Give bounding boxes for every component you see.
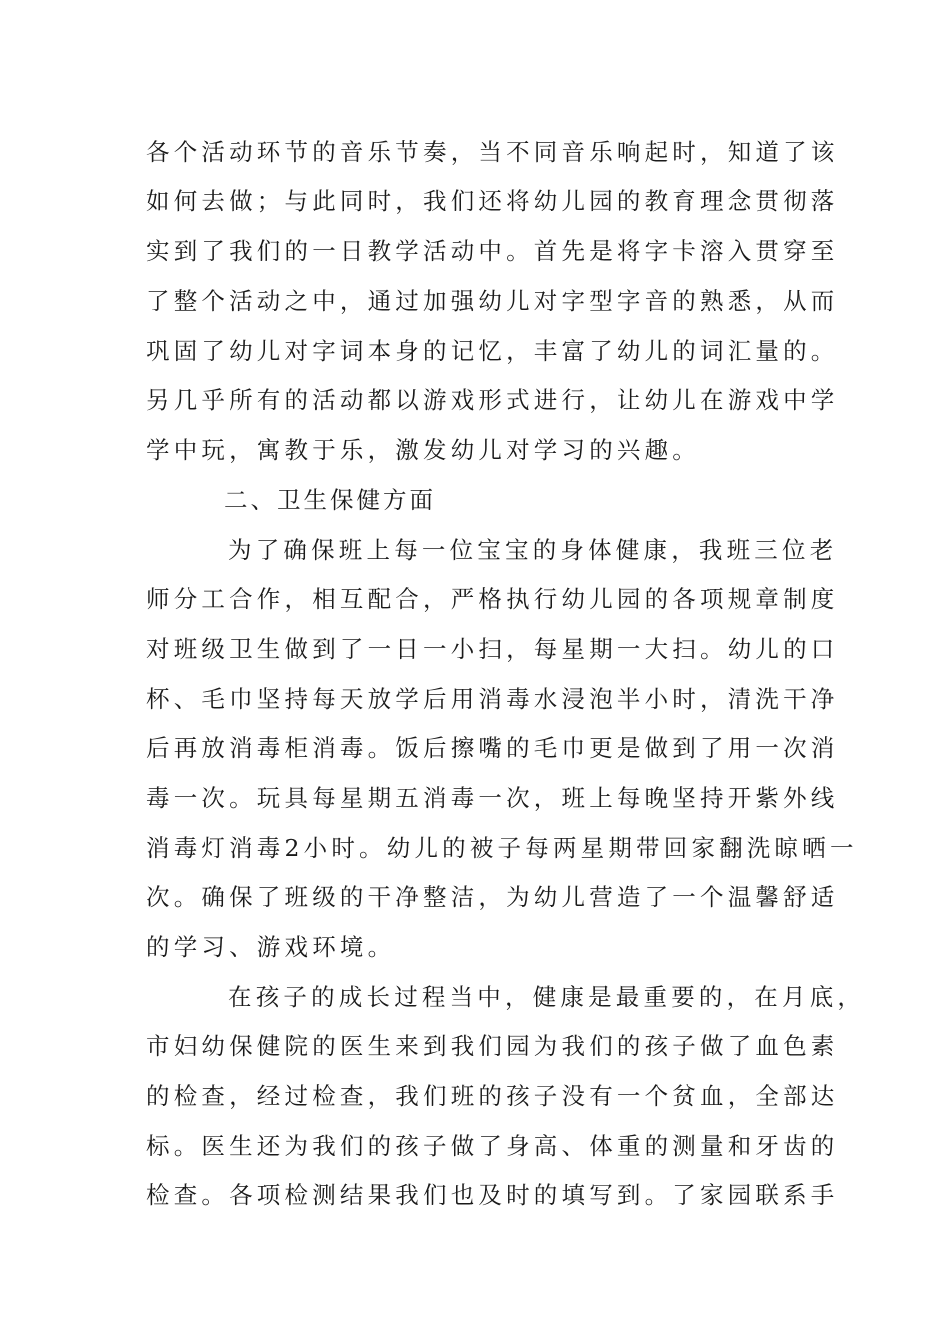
- text-line: 学中玩，寓教于乐，激发幼儿对学习的兴趣。: [146, 436, 700, 464]
- text-line: 实到了我们的一日教学活动中。首先是将字卡溶入贯穿至: [146, 237, 839, 265]
- text-line: 消毒灯消毒2小时。幼儿的被子每两星期带回家翻洗晾晒一: [146, 834, 858, 862]
- text-line: 杯、毛巾坚持每天放学后用消毒水浸泡半小时，清洗干净: [146, 685, 839, 713]
- text-line: 的检查，经过检查，我们班的孩子没有一个贫血，全部达: [146, 1082, 839, 1110]
- text-line: 师分工合作，相互配合，严格执行幼儿园的各项规章制度: [146, 585, 839, 613]
- text-line: 次。确保了班级的干净整洁，为幼儿营造了一个温馨舒适: [146, 883, 839, 911]
- text-line: 检查。各项检测结果我们也及时的填写到。了家园联系手: [146, 1181, 839, 1209]
- text-line: 毒一次。玩具每星期五消毒一次，班上每晚坚持开紫外线: [146, 784, 839, 812]
- text-line: 的学习、游戏环境。: [146, 933, 396, 961]
- text-line: 各个活动环节的音乐节奏，当不同音乐响起时，知道了该: [146, 138, 839, 166]
- paragraph-first-line: 为了确保班上每一位宝宝的身体健康，我班三位老: [228, 536, 838, 564]
- text-line: 了整个活动之中，通过加强幼儿对字型字音的熟悉，从而: [146, 287, 839, 315]
- text-line: 市妇幼保健院的医生来到我们园为我们的孩子做了血色素: [146, 1032, 839, 1060]
- text-line: 后再放消毒柜消毒。饭后擦嘴的毛巾更是做到了用一次消: [146, 734, 839, 762]
- section-heading: 二、卫生保健方面: [224, 486, 436, 514]
- text-line: 巩固了幼儿对字词本身的记忆，丰富了幼儿的词汇量的。: [146, 337, 839, 365]
- text-line: 另几乎所有的活动都以游戏形式进行，让幼儿在游戏中学: [146, 386, 839, 414]
- text-line: 如何去做；与此同时，我们还将幼儿园的教育理念贯彻落: [146, 187, 839, 215]
- paragraph-first-line: 在孩子的成长过程当中，健康是最重要的，在月底，: [228, 983, 866, 1011]
- text-line: 标。医生还为我们的孩子做了身高、体重的测量和牙齿的: [146, 1132, 839, 1160]
- text-line: 对班级卫生做到了一日一小扫，每星期一大扫。幼儿的口: [146, 635, 839, 663]
